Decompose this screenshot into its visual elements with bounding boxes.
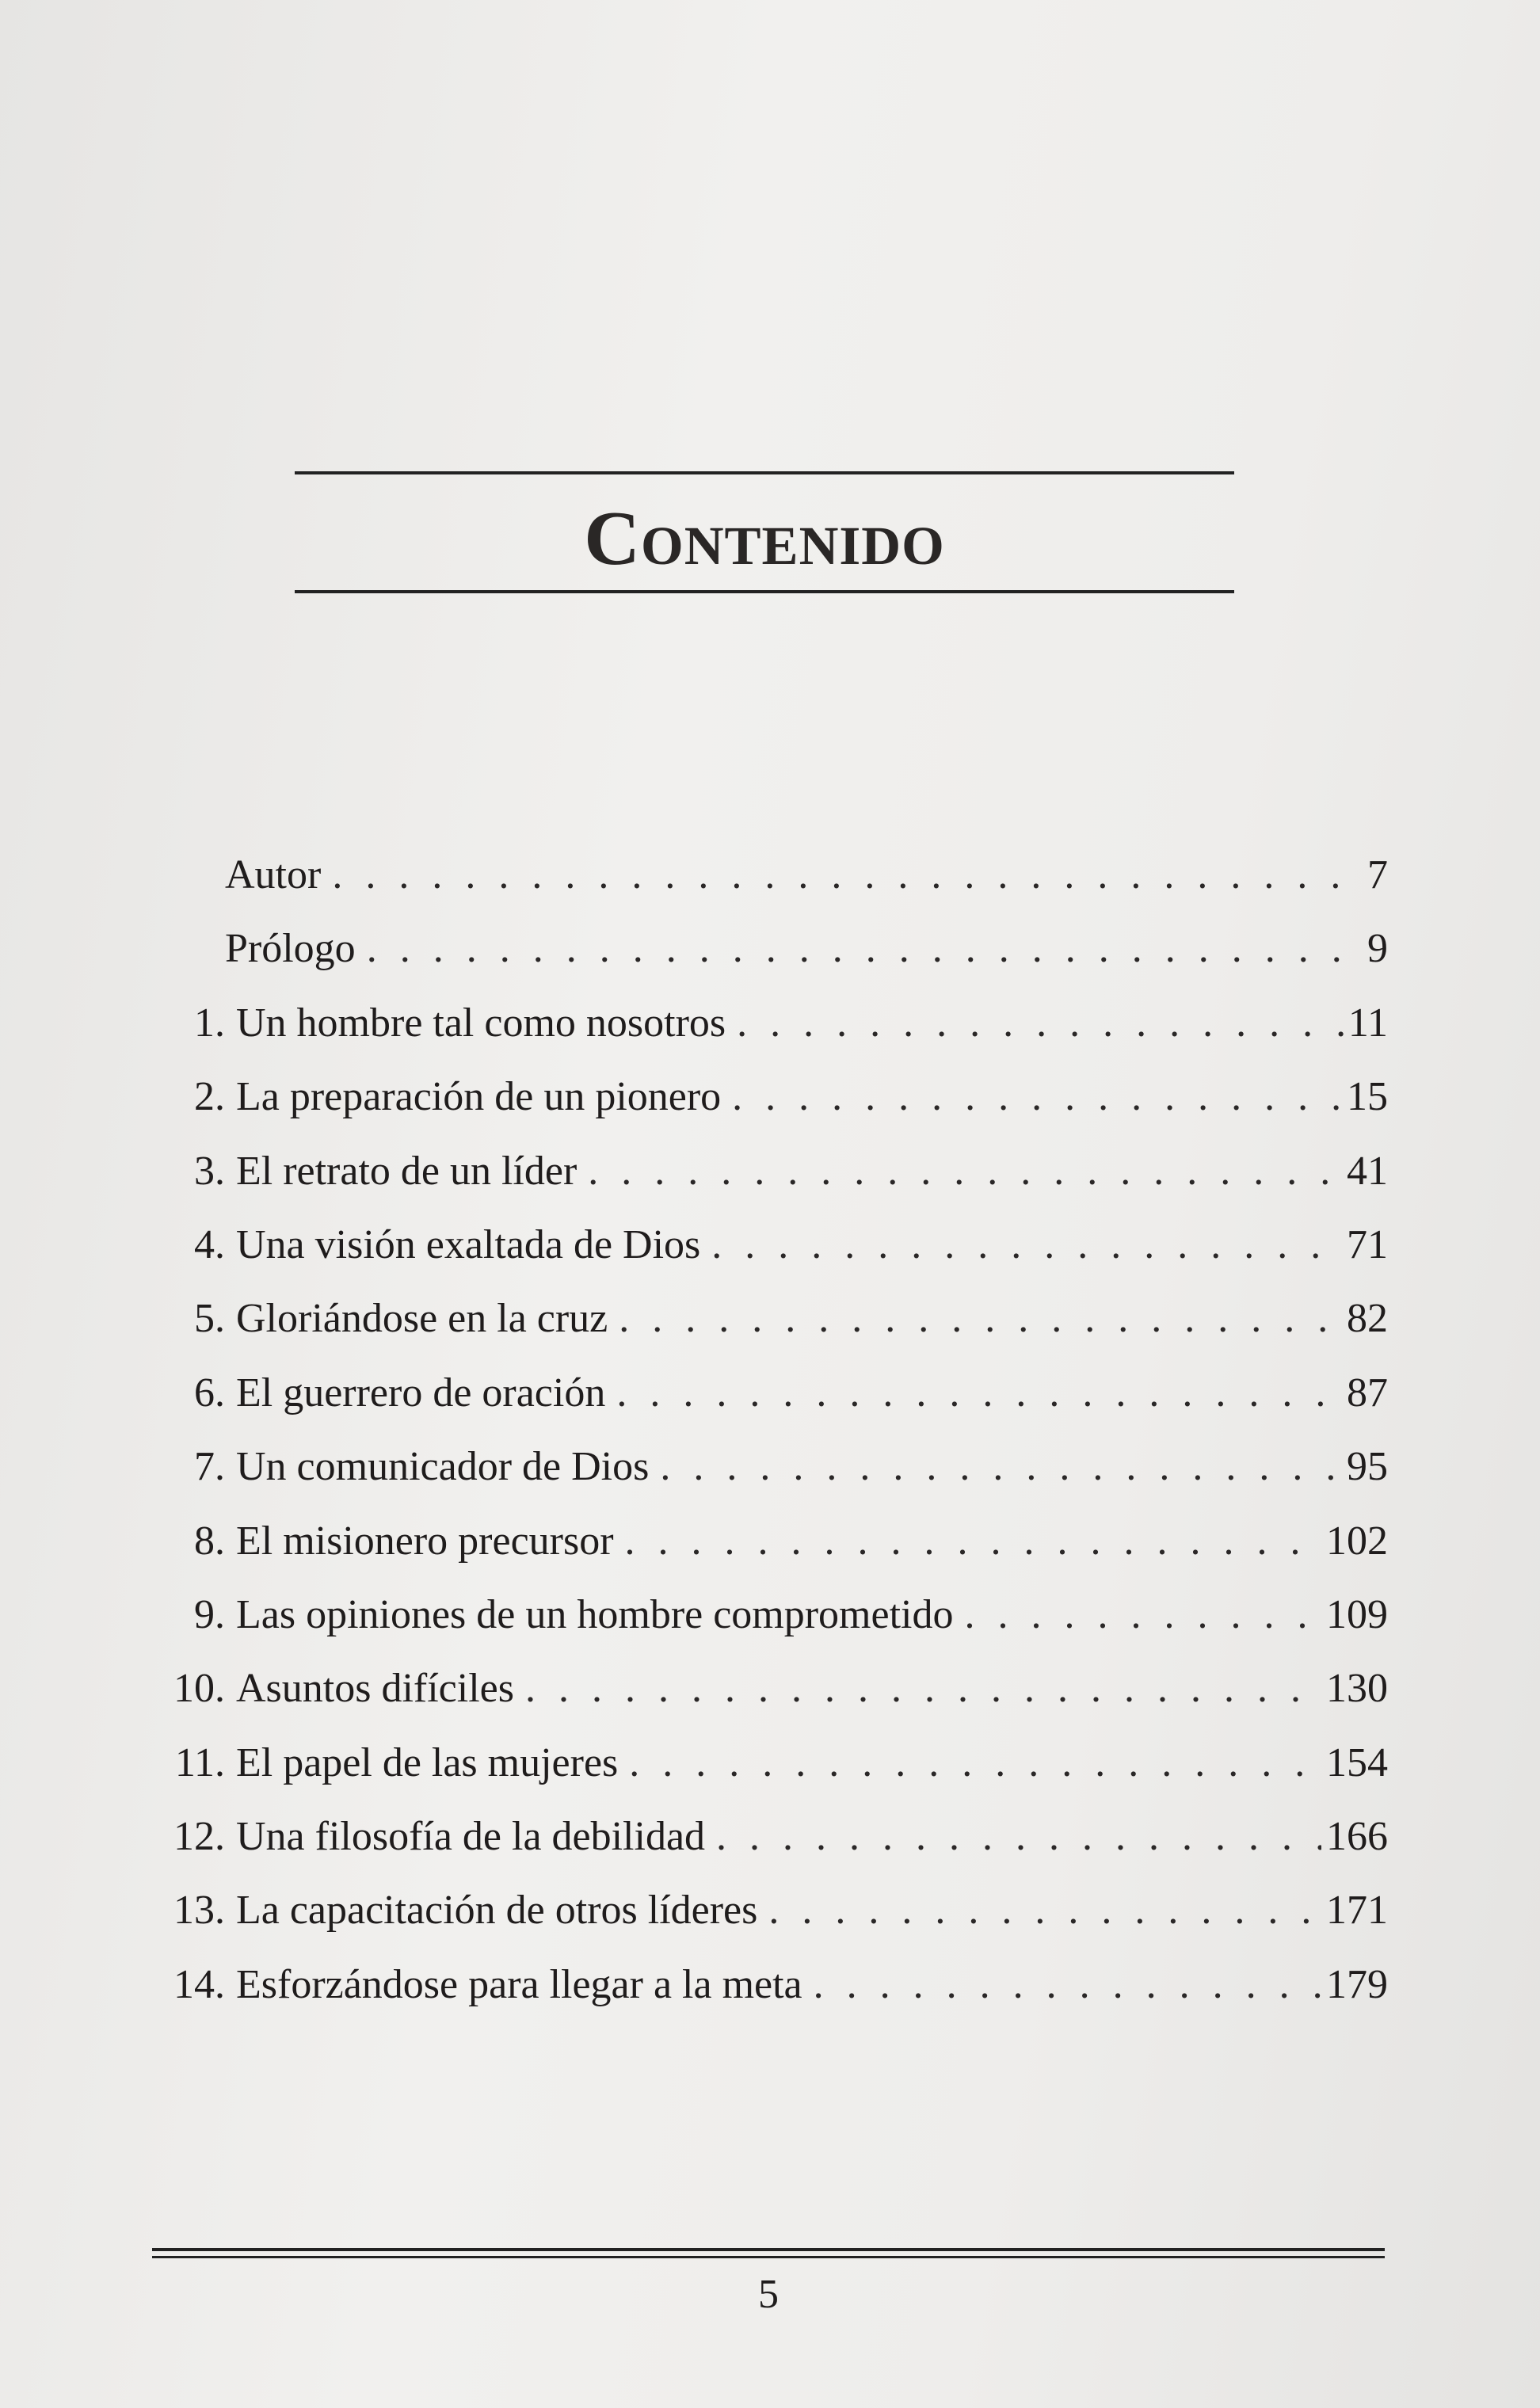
toc-entry-chapter-9[interactable] [144, 1578, 1388, 1652]
toc-entry-page: 41 [1347, 1148, 1388, 1194]
toc-entry-title: La preparación de un pionero [236, 1074, 722, 1120]
dot-leader [711, 1208, 1342, 1282]
toc-entry-chapter-4[interactable] [144, 1208, 1388, 1282]
toc-entry-page: 15 [1347, 1074, 1388, 1120]
toc-entry-chapter-13[interactable] [144, 1873, 1388, 1947]
toc-entry-page: 71 [1347, 1221, 1388, 1267]
title-bottom-rule [295, 590, 1234, 593]
toc-entry-page: 130 [1326, 1666, 1388, 1712]
toc-entry-number: 10. [173, 1666, 225, 1712]
dot-leader [525, 1652, 1321, 1725]
toc-entry-page: 87 [1347, 1370, 1388, 1415]
toc-entry-autor[interactable] [144, 838, 1388, 912]
toc-entry-page: 7 [1367, 852, 1388, 897]
dot-leader [619, 1282, 1342, 1355]
dot-leader [616, 1356, 1342, 1430]
toc-entry-chapter-1[interactable] [144, 986, 1388, 1060]
toc-entry-chapter-8[interactable] [144, 1504, 1388, 1578]
toc-entry-title: El misionero precursor [236, 1518, 614, 1564]
toc-entry-page: 166 [1326, 1814, 1388, 1860]
toc-entry-chapter-11[interactable] [144, 1726, 1388, 1800]
toc-entry-page: 11 [1348, 1000, 1388, 1046]
toc-entry-number: 3. [194, 1148, 225, 1194]
footer-rule-bottom [152, 2256, 1385, 2258]
toc-entry-title: Una visión exaltada de Dios [236, 1221, 701, 1267]
toc-entry-page: 102 [1326, 1518, 1388, 1564]
toc-entry-title: Un hombre tal como nosotros [236, 1000, 726, 1046]
toc-entry-page: 171 [1326, 1888, 1388, 1934]
toc-entry-page: 179 [1326, 1961, 1388, 2007]
dot-leader [332, 838, 1363, 912]
dot-leader [814, 1948, 1321, 2021]
toc-entry-title: Autor [225, 852, 322, 897]
toc-entry-number: 11. [174, 1739, 225, 1785]
dot-leader [629, 1726, 1321, 1800]
toc-entry-chapter-6[interactable] [144, 1356, 1388, 1430]
toc-entry-chapter-5[interactable] [144, 1282, 1388, 1355]
toc-entry-page: 9 [1367, 926, 1388, 972]
toc-entry-number: 7. [194, 1444, 225, 1490]
dot-leader [588, 1134, 1342, 1208]
title-top-rule [295, 471, 1234, 474]
toc-entry-title: El retrato de un líder [236, 1148, 578, 1194]
page-number: 5 [758, 2272, 779, 2317]
toc-entry-title: Prólogo [225, 926, 356, 972]
dot-leader [732, 1060, 1342, 1134]
toc-entry-number: 4. [194, 1221, 225, 1267]
toc-entry-number: 14. [173, 1961, 225, 2007]
toc-entry-prologo[interactable] [144, 912, 1388, 985]
toc-entry-title: Una filosofía de la debilidad [236, 1814, 706, 1860]
footer-rule-top [152, 2248, 1385, 2251]
toc-entry-title: La capacitación de otros líderes [236, 1888, 758, 1934]
table-of-contents [144, 838, 1388, 2021]
toc-entry-number: 1. [194, 1000, 225, 1046]
dot-leader [737, 986, 1344, 1060]
toc-entry-title: Un comunicador de Dios [236, 1444, 650, 1490]
toc-entry-page: 154 [1326, 1739, 1388, 1785]
dot-leader [367, 912, 1363, 985]
toc-entry-chapter-10[interactable] [144, 1652, 1388, 1725]
dot-leader [625, 1504, 1321, 1578]
toc-entry-number: 6. [194, 1370, 225, 1415]
toc-entry-number: 8. [194, 1518, 225, 1564]
toc-entry-number: 13. [173, 1888, 225, 1934]
toc-entry-title: Las opiniones de un hombre comprometido [236, 1591, 954, 1637]
page-title: Contenido [584, 496, 945, 581]
toc-entry-number: 2. [194, 1074, 225, 1120]
toc-entry-page: 82 [1347, 1296, 1388, 1342]
toc-entry-title: El guerrero de oración [236, 1370, 606, 1415]
dot-leader [964, 1578, 1321, 1652]
dot-leader [660, 1430, 1342, 1503]
toc-entry-chapter-3[interactable] [144, 1134, 1388, 1208]
toc-entry-chapter-14[interactable] [144, 1948, 1388, 2021]
toc-entry-chapter-7[interactable] [144, 1430, 1388, 1503]
toc-entry-title: Asuntos difíciles [236, 1666, 514, 1712]
toc-entry-number: 12. [173, 1814, 225, 1860]
toc-entry-number: 5. [194, 1296, 225, 1342]
toc-entry-page: 109 [1326, 1591, 1388, 1637]
toc-entry-title: Gloriándose en la cruz [236, 1296, 608, 1342]
toc-entry-number: 9. [194, 1591, 225, 1637]
toc-entry-title: Esforzándose para llegar a la meta [236, 1961, 802, 2007]
toc-entry-page: 95 [1347, 1444, 1388, 1490]
toc-entry-chapter-12[interactable] [144, 1800, 1388, 1873]
dot-leader [768, 1873, 1321, 1947]
toc-entry-chapter-2[interactable] [144, 1060, 1388, 1134]
toc-entry-title: El papel de las mujeres [236, 1739, 619, 1785]
dot-leader [716, 1800, 1321, 1873]
